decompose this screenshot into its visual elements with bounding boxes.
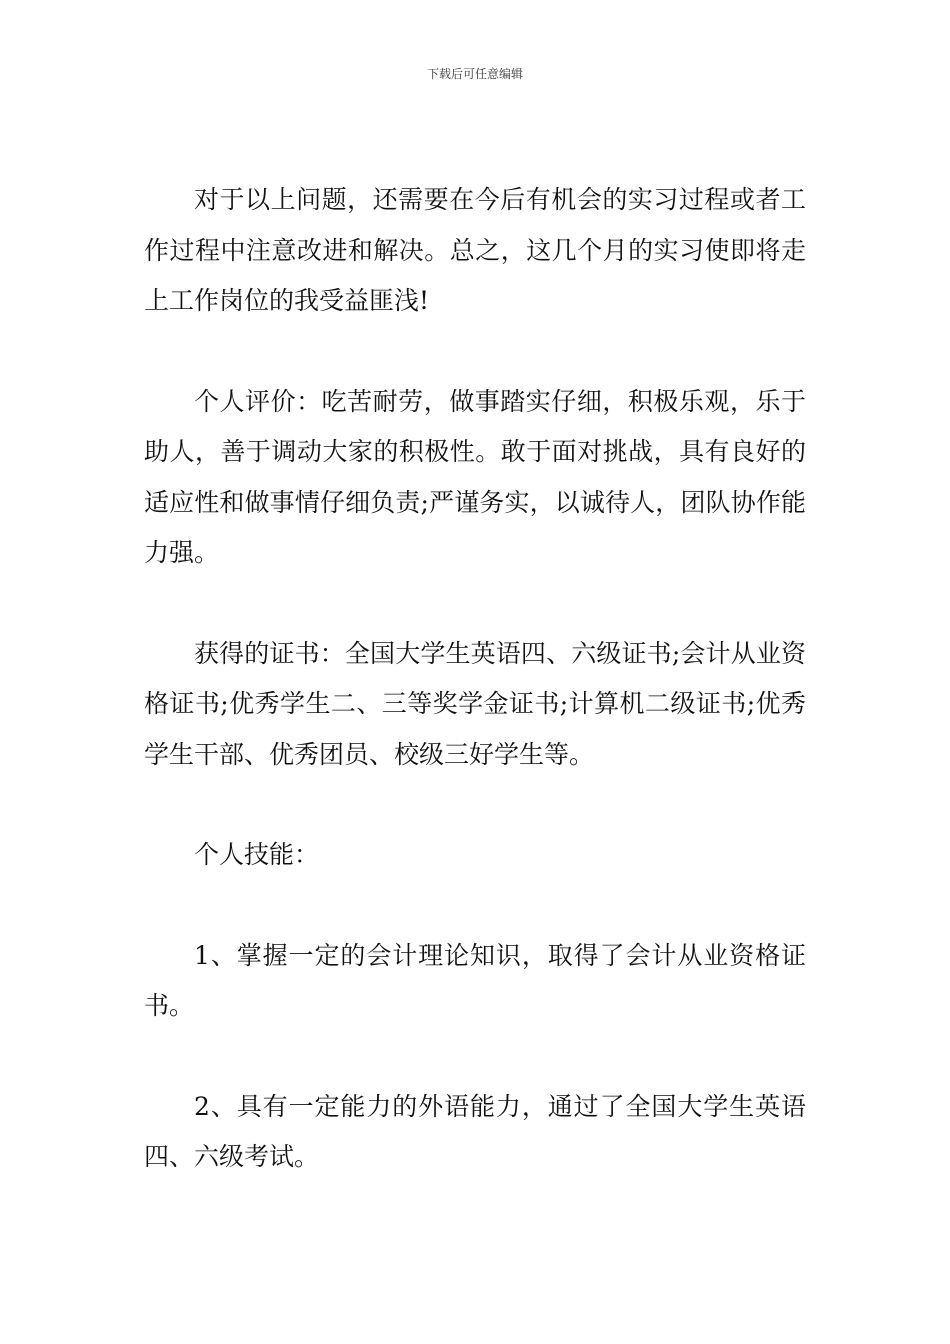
paragraph-certificates: 获得的证书：全国大学生英语四、六级证书;会计从业资格证书;优秀学生二、三等奖学金证书;计算机二级证书;优秀学生干部、优秀团员、校级三好学生等。 xyxy=(144,638,806,769)
paragraph-self-evaluation: 个人评价：吃苦耐劳，做事踏实仔细，积极乐观，乐于助人，善于调动大家的积极性。敢于面对挑战，具有良好的适应性和做事情仔细负责;严谨务实，以诚待人，团队协作能力强。 xyxy=(144,386,806,567)
paragraph-summary: 对于以上问题，还需要在今后有机会的实习过程或者工作过程中注意改进和解决。总之，这几个月的实习使即将走上工作岗位的我受益匪浅! xyxy=(144,185,806,315)
paragraph-skill-accounting: 1、掌握一定的会计理论知识，取得了会计从业资格证书。 xyxy=(144,940,806,1020)
document-body xyxy=(144,175,806,1233)
paragraph-skill-language: 2、具有一定能力的外语能力，通过了全国大学生英语四、六级考试。 xyxy=(144,1091,806,1171)
page-header-note: 下载后可任意编辑 xyxy=(426,67,523,81)
paragraph-skills-heading: 个人技能： xyxy=(194,840,320,869)
